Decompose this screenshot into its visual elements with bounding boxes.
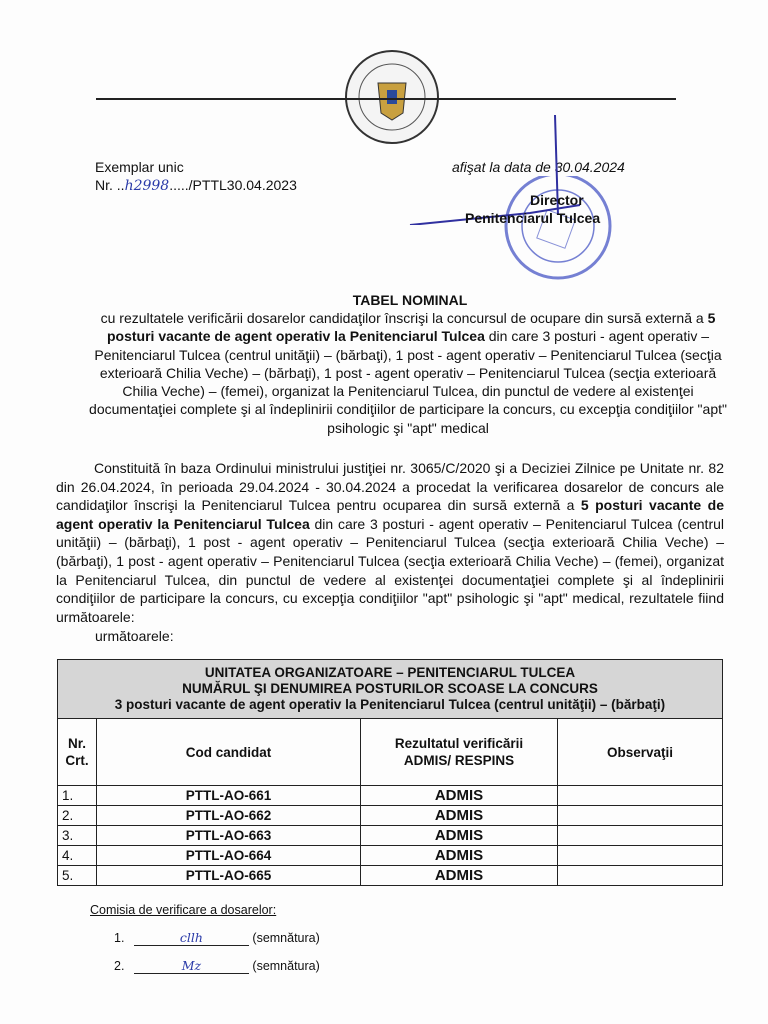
table-banner: UNITATEA ORGANIZATOARE – PENITENCIARUL TULCEA NUMĂRUL ŞI DENUMIREA POSTURILOR SCOASE LA CONCURS 3 posturi vacante de agent operativ la Penitenciarul Tulcea (centrul unităţii) – (bărbaţi) [58, 660, 723, 719]
table-row: 1. PTTL-AO-661 ADMIS [58, 786, 723, 806]
col-result: Rezultatul verificării ADMIS/ RESPINS [361, 719, 558, 786]
document-title: TABEL NOMINAL [352, 292, 468, 308]
registration-number: Nr. ..h2998...../PTTL30.04.2023 [95, 177, 297, 194]
table-row: 5. PTTL-AO-665 ADMIS [58, 866, 723, 886]
candidates-table [57, 659, 723, 886]
col-code: Cod candidat [97, 719, 361, 786]
document-subtitle: cu rezultatele verificării dosarelor candidaţilor înscrişi la concursul de ocupare din sursă externă a 5 posturi vacante de agent operativ la Penitenciarul Tulcea din care 3 posturi - agent operativ – Penitenciarul Tulcea (centrul unităţii) – (bărbaţi), 1 post - agent operativ – Penitenciarul Tulcea (secţia exterioară Chilia Veche) – (bărbaţi), 1 post - agent operativ – Penitenciarul Tulcea (secţia exterioară Chilia Veche) – (femei), organizat la Penitenciarul Tulcea, din punctul de vedere al existenţei documentaţiei complete şi al îndeplinirii condiţiilor de participare la concurs, cu excepţia condiţiilor "apt" psihologic şi "apt" medical [89, 310, 727, 436]
director-unit: Penitenciarul Tulcea [465, 210, 601, 226]
commission-member-2: 2. Mz (semnătura) [114, 958, 320, 973]
posted-date: afişat la data de 30.04.2024 [452, 159, 625, 175]
body-repeat: următoarele: [95, 628, 174, 644]
director-label: Director [530, 192, 584, 208]
col-observations: Observaţii [558, 719, 723, 786]
header-rule [96, 98, 676, 100]
commission-label: Comisia de verificare a dosarelor: [90, 903, 277, 917]
exemplar-label: Exemplar unic [95, 159, 184, 175]
table-row: 3. PTTL-AO-663 ADMIS [58, 826, 723, 846]
commission-member-1: 1. cllh (semnătura) [114, 930, 320, 945]
signature-1: cllh [179, 930, 203, 945]
table-row: 4. PTTL-AO-664 ADMIS [58, 846, 723, 866]
table-row: 2. PTTL-AO-662 ADMIS [58, 806, 723, 826]
table-header-row [58, 719, 723, 786]
col-nr: Nr. Crt. [58, 719, 97, 786]
body-paragraph: Constituită în baza Ordinului ministrului justiţiei nr. 3065/C/2020 şi a Deciziei Zilnice pe Unitate nr. 82 din 26.04.2024, în perioada 29.04.2024 - 30.04.2024 a procedat la verificarea dosarelor de concurs ale candidaţilor înscrişi la Penitenciarul Tulcea pentru ocuparea din sursă externă a 5 posturi vacante de agent operativ la Penitenciarul Tulcea din care 3 posturi - agent operativ – Penitenciarul Tulcea (centrul unităţii) – (bărbaţi), 1 post - agent operativ – Penitenciarul Tulcea (secţia exterioară Chilia Veche) – (bărbaţi), 1 post - agent operativ – Penitenciarul Tulcea (secţia exterioară Chilia Veche) – (femei), organizat la Penitenciarul Tulcea, din punctul de vedere al existenţei documentaţiei complete şi al îndeplinirii condiţiilor de participare la concurs, cu excepţia condiţiilor "apt" psihologic şi "apt" medical, rezultatele fiind următoarele: [56, 460, 724, 625]
signature-2: Mz [181, 958, 202, 973]
